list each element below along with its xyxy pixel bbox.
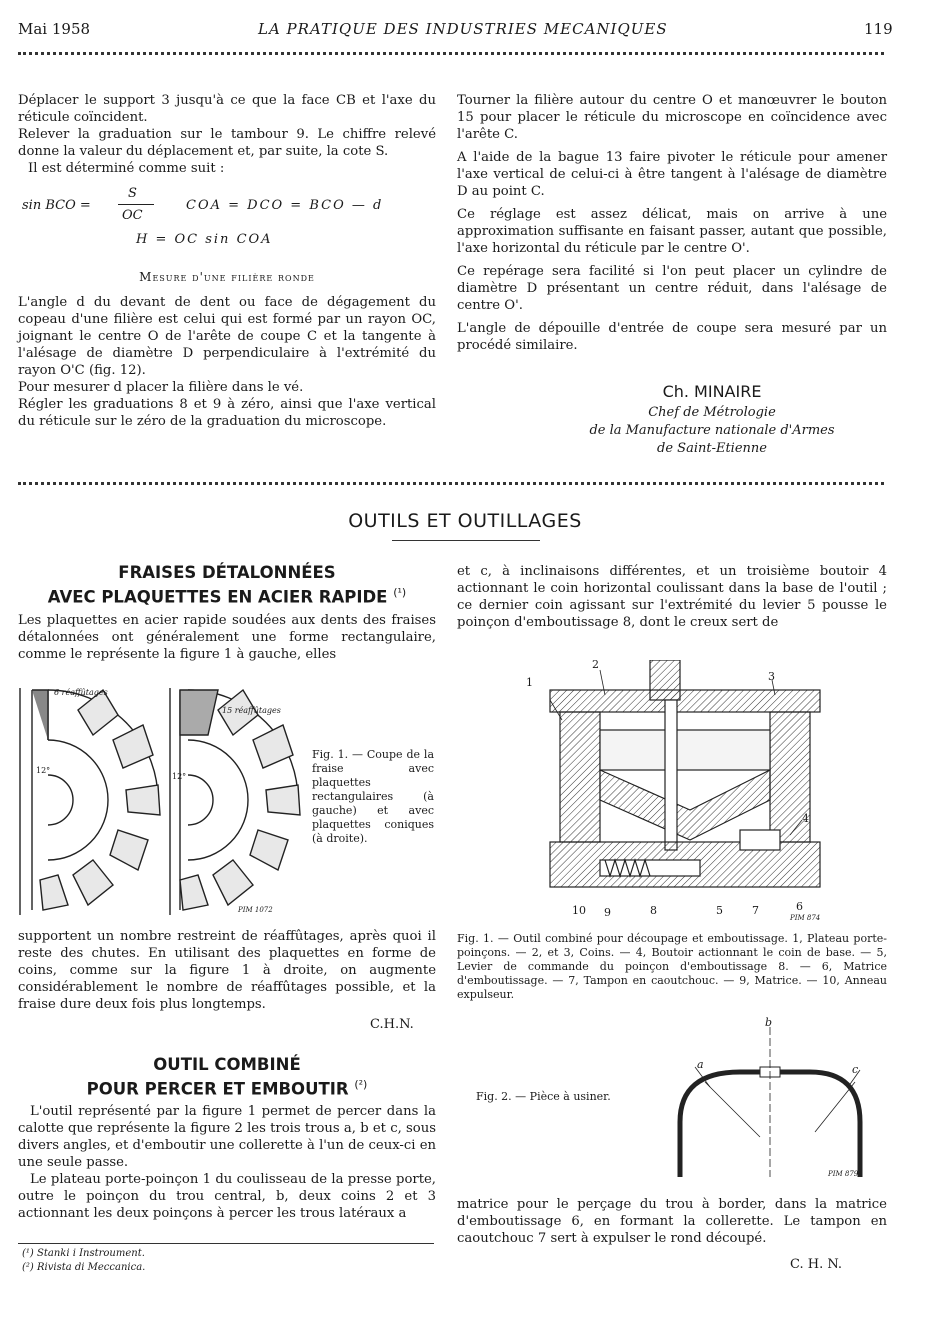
article-paragraph (457, 563, 887, 637)
paragraph: supportent un nombre restreint de réaffûtages, après quoi il reste des chutes. En utilisant des plaquettes en forme de coins, comme sur la figure 1 à droite, on augmente considérablement le nombre de réaffûtages possible, et la fraise dure deux fois plus longtemps. (18, 929, 436, 1012)
title-line: FRAISES DÉTALONNÉES (118, 563, 336, 582)
page-number: 119 (864, 20, 893, 38)
figure-caption: Fig. 1. — Outil combiné pour découpage et emboutissage. 1, Plateau porte-poinçons. — 2, et 3, Coins. — 4, Boutoir actionnant le coin de base. — 5, Levier de commande du poinçon d'emboutissage 8. — 6, Matrice d'emboutissage. — 7, Tampon en caoutchouc. — 9, Matrice. — 10, Anneau expulseur. (457, 932, 887, 1001)
figure-label: 3 (768, 670, 775, 683)
footnote: (²) Rivista di Meccanica. (22, 1262, 146, 1273)
figure-code: PIM 879 (828, 1170, 859, 1178)
figure-mark: 12° (36, 766, 51, 775)
paragraph: Relever la graduation sur le tambour 9. Le chiffre relevé donne la valeur du déplacement et, par suite, la cote S. (18, 127, 436, 159)
figure-label: 15 réaffûtages (222, 706, 281, 715)
author-affiliation: de Saint-Etienne (657, 441, 767, 456)
figure-code: PIM 1072 (238, 906, 273, 914)
figure-mark: 12° (172, 772, 187, 781)
footnote-rule (18, 1243, 434, 1244)
paragraph: Pour mesurer d placer la filière dans le vé. (18, 380, 304, 395)
paragraph: et c, à inclinaisons différentes, et un troisième boutoir 4 actionnant le coin horizontal coulissant dans la base de l'outil ; ce dernier coin agissant sur l'extrémité du levier 5 pousse le poinçon d'emboutissage 8, dont le creux sert de (457, 564, 887, 630)
article-paragraph (18, 928, 436, 1019)
article-title (18, 1055, 436, 1100)
article-signature: C. H. N. (790, 1257, 843, 1272)
top-left-column-2 (18, 294, 436, 436)
paragraph: A l'aide de la bague 13 faire pivoter le réticule pour amener l'axe vertical de celui-ci à être tangent à l'alésage de diamètre D au point C. (457, 150, 887, 199)
figure-caption: Fig. 1. — Coupe de la fraise avec plaquettes rectangulaires (à gauche) et avec plaquettes coniques (à droite). (312, 748, 434, 845)
paragraph: L'outil représenté par la figure 1 permet de percer dans la calotte que représente la figure 2 les trois trous a, b et c, sous divers angles, et d'emboutir une collerette à l'un de ceux-ci en une seule passe. (18, 1104, 436, 1170)
title-line (18, 1075, 436, 1100)
figure-label: 1 (526, 676, 533, 689)
figure-label: 9 (604, 906, 611, 919)
figure-caption: Fig. 2. — Pièce à usiner. (476, 1090, 611, 1103)
top-right-column (457, 92, 887, 360)
figure-label: 7 (752, 904, 759, 917)
formula-numerator: S (128, 186, 137, 201)
author-name: Ch. MINAIRE (662, 382, 762, 401)
figure-label: 6 réaffûtages (54, 688, 108, 697)
title-line (18, 583, 436, 608)
paragraph: L'angle d du devant de dent ou face de dégagement du copeau d'une filière est celui qui est formé par un rayon OC, joignant le centre O de l'arête de coupe C et la tangente à l'alésage de diamètre D perpendiculaire à l'extrémité du rayon O'C (fig. 12). (18, 295, 436, 378)
journal-title: LA PRATIQUE DES INDUSTRIES MECANIQUES (258, 20, 668, 38)
milling-cutter-figure (18, 680, 308, 920)
footnote-ref: (¹) (393, 586, 407, 599)
footnote-ref: (²) (354, 1078, 368, 1091)
title-line: OUTIL COMBINÉ (153, 1055, 301, 1074)
article-paragraph (18, 612, 436, 669)
paragraph: L'angle de dépouille d'entrée de coupe sera mesuré par un procédé similaire. (457, 321, 887, 353)
paragraph: Ce réglage est assez délicat, mais on arrive à une approximation suffisante en faisant passer, autant que possible, l'axe horizontal du réticule par le centre O'. (457, 207, 887, 256)
figure-label: 6 (796, 900, 803, 913)
figure-code: PIM 874 (790, 914, 821, 922)
paragraph: Ce repérage sera facilité si l'on peut placer un cylindre de diamètre D présentant un centre réduit, dans l'alésage de centre O'. (457, 264, 887, 313)
paragraph: Déplacer le support 3 jusqu'à ce que la face CB et l'axe du réticule coïncident. (18, 93, 436, 125)
figure-label: b (765, 1016, 773, 1029)
formula-rhs: COA = DCO = BCO — d (186, 198, 384, 213)
paragraph: matrice pour le perçage du trou à border, dans la matrice d'emboutissage 6, en formant la collerette. Le tampon en caoutchouc 7 sert à expulser le rond découpé. (457, 1197, 887, 1246)
title-text: POUR PERCER ET EMBOUTIR (86, 1079, 349, 1099)
figure-label: 5 (716, 904, 723, 917)
figure-label: 4 (802, 812, 809, 825)
article-signature: C.H.N. (370, 1017, 414, 1032)
title-text: AVEC PLAQUETTES EN ACIER RAPIDE (47, 587, 388, 607)
paragraph: Il est déterminé comme suit : (28, 161, 225, 176)
paragraph: Régler les graduations 8 et 9 à zéro, ainsi que l'axe vertical du réticule sur le zéro de la graduation du microscope. (18, 397, 436, 429)
figure-label: 8 (650, 904, 657, 917)
section-subtitle: Mesure d'une filière ronde (139, 270, 315, 284)
formula-lhs: sin BCO = (22, 198, 91, 213)
paragraph: Tourner la filière autour du centre O et manœuvrer le bouton 15 pour placer le réticule du microscope en coïncidence avec l'arête C. (457, 93, 887, 142)
formula-denominator: OC (122, 208, 143, 223)
author-affiliation: de la Manufacture nationale d'Armes (589, 423, 835, 438)
figure-label: 2 (592, 658, 599, 671)
article-paragraph (457, 1196, 887, 1253)
top-left-column (18, 92, 436, 183)
header-divider (18, 52, 884, 55)
article-paragraph (18, 1103, 436, 1228)
author-affiliation: Chef de Métrologie (648, 405, 776, 420)
footnote: (¹) Stanki i Instroument. (22, 1248, 145, 1259)
issue-date: Mai 1958 (18, 20, 91, 38)
paragraph: Les plaquettes en acier rapide soudées aux dents des fraises détalonnées ont généralement une forme rectangulaire, comme le représente la figure 1 à gauche, elles (18, 613, 436, 662)
figure-label: 10 (572, 904, 586, 917)
combined-tool-figure (540, 660, 830, 915)
figure-label: a (697, 1058, 704, 1071)
formula-h: H = OC sin COA (136, 232, 273, 247)
section-heading: OUTILS ET OUTILLAGES (348, 510, 582, 532)
section-divider (18, 482, 884, 485)
fraction-bar (118, 204, 154, 205)
workpiece-figure (650, 1022, 890, 1182)
heading-rule (392, 540, 540, 541)
figure-label: c (852, 1063, 859, 1076)
article-title (18, 563, 436, 608)
paragraph: Le plateau porte-poinçon 1 du coulisseau de la presse porte, outre le poinçon du trou central, b, deux coins 2 et 3 actionnant les deux poinçons à percer les trous latéraux a (18, 1172, 436, 1221)
